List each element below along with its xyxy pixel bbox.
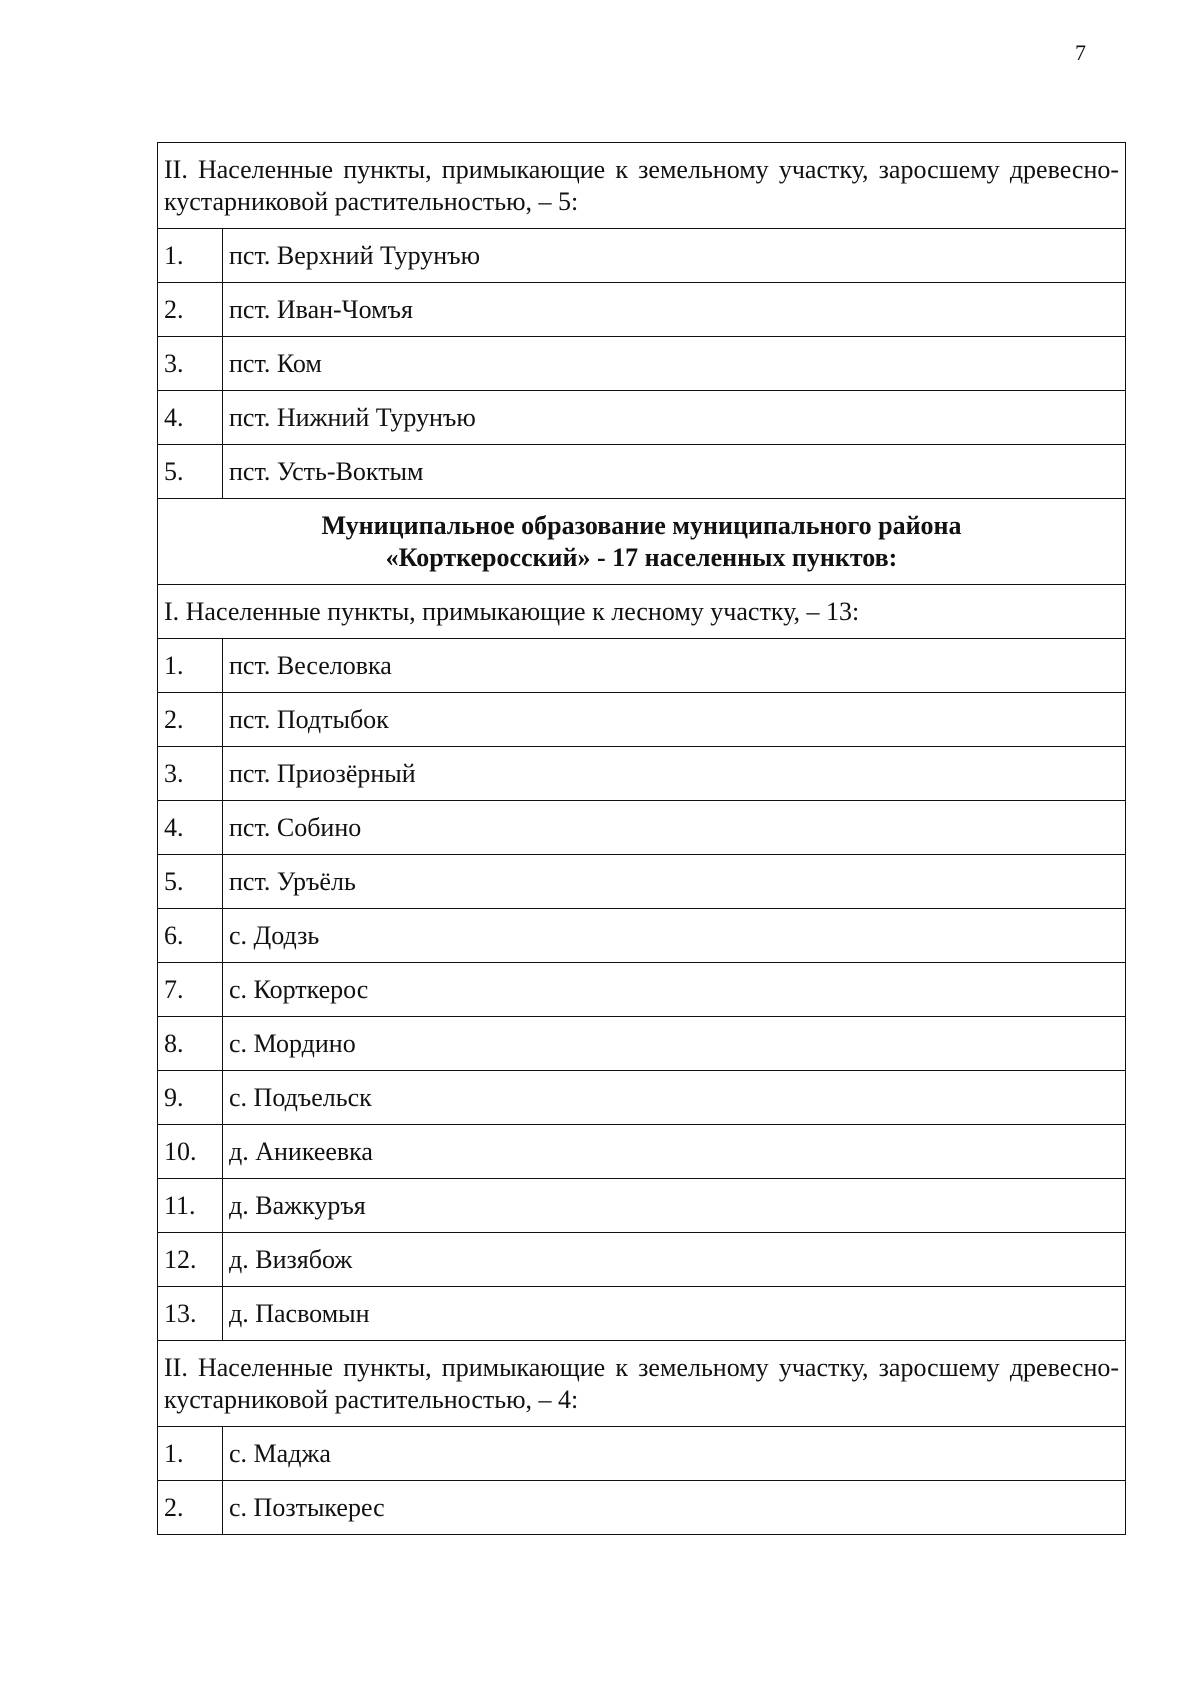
settlement-name: пст. Подтыбок [223, 693, 1126, 747]
settlement-name: с. Корткерос [223, 963, 1126, 1017]
row-number: 2. [158, 1481, 223, 1535]
row-number: 1. [158, 1427, 223, 1481]
settlement-name: с. Мордино [223, 1017, 1126, 1071]
row-number: 2. [158, 693, 223, 747]
section-heading: I. Населенные пункты, примыкающие к лесному участку, – 13: [158, 585, 1126, 639]
table-row [158, 747, 1126, 801]
settlement-name: пст. Уръёль [223, 855, 1126, 909]
row-number: 11. [158, 1179, 223, 1233]
table-row [158, 801, 1126, 855]
settlement-name: пст. Ком [223, 337, 1126, 391]
settlement-name: пст. Верхний Турунъю [223, 229, 1126, 283]
table-row [158, 283, 1126, 337]
section-heading-row [158, 1341, 1126, 1427]
row-number: 8. [158, 1017, 223, 1071]
table-row [158, 1125, 1126, 1179]
settlement-name: пст. Приозёрный [223, 747, 1126, 801]
settlement-name: пст. Собино [223, 801, 1126, 855]
table-row [158, 1287, 1126, 1341]
settlement-name: д. Важкуръя [223, 1179, 1126, 1233]
settlement-name: пст. Иван-Чомъя [223, 283, 1126, 337]
row-number: 12. [158, 1233, 223, 1287]
settlement-name: с. Подъельск [223, 1071, 1126, 1125]
row-number: 9. [158, 1071, 223, 1125]
municipality-heading-row [158, 499, 1126, 585]
settlement-name: д. Пасвомын [223, 1287, 1126, 1341]
settlements-table-body [158, 143, 1126, 1535]
section-heading: II. Населенные пункты, примыкающие к земельному участку, заросшему древесно-кустарниковой растительностью, – 5: [158, 143, 1126, 229]
table-row [158, 1017, 1126, 1071]
row-number: 7. [158, 963, 223, 1017]
table-row [158, 1071, 1126, 1125]
row-number: 4. [158, 391, 223, 445]
table-row [158, 963, 1126, 1017]
row-number: 5. [158, 855, 223, 909]
table-row [158, 909, 1126, 963]
settlement-name: с. Додзь [223, 909, 1126, 963]
municipality-heading-line-2: «Корткеросский» - 17 населенных пунктов: [385, 542, 898, 572]
table-row [158, 639, 1126, 693]
settlements-table [157, 142, 1126, 1535]
municipality-heading-line-1: Муниципальное образование муниципального района [321, 510, 962, 540]
row-number: 3. [158, 747, 223, 801]
table-row [158, 693, 1126, 747]
section-heading: II. Населенные пункты, примыкающие к земельному участку, заросшему древесно-кустарниковой растительностью, – 4: [158, 1341, 1126, 1427]
settlement-name: пст. Усть-Воктым [223, 445, 1126, 499]
municipality-heading [158, 499, 1126, 585]
settlement-name: пст. Нижний Турунъю [223, 391, 1126, 445]
table-row [158, 229, 1126, 283]
table-row [158, 855, 1126, 909]
page-number: 7 [1075, 40, 1086, 65]
table-row [158, 445, 1126, 499]
table-row [158, 391, 1126, 445]
row-number: 1. [158, 229, 223, 283]
row-number: 4. [158, 801, 223, 855]
settlement-name: д. Аникеевка [223, 1125, 1126, 1179]
table-row [158, 1179, 1126, 1233]
row-number: 13. [158, 1287, 223, 1341]
settlement-name: с. Маджа [223, 1427, 1126, 1481]
row-number: 5. [158, 445, 223, 499]
row-number: 10. [158, 1125, 223, 1179]
row-number: 1. [158, 639, 223, 693]
settlement-name: с. Позтыкерес [223, 1481, 1126, 1535]
settlement-name: д. Визябож [223, 1233, 1126, 1287]
table-row [158, 1427, 1126, 1481]
table-row [158, 1233, 1126, 1287]
section-heading-row [158, 585, 1126, 639]
row-number: 3. [158, 337, 223, 391]
row-number: 6. [158, 909, 223, 963]
section-heading-row [158, 143, 1126, 229]
table-row [158, 1481, 1126, 1535]
row-number: 2. [158, 283, 223, 337]
settlement-name: пст. Веселовка [223, 639, 1126, 693]
table-row [158, 337, 1126, 391]
